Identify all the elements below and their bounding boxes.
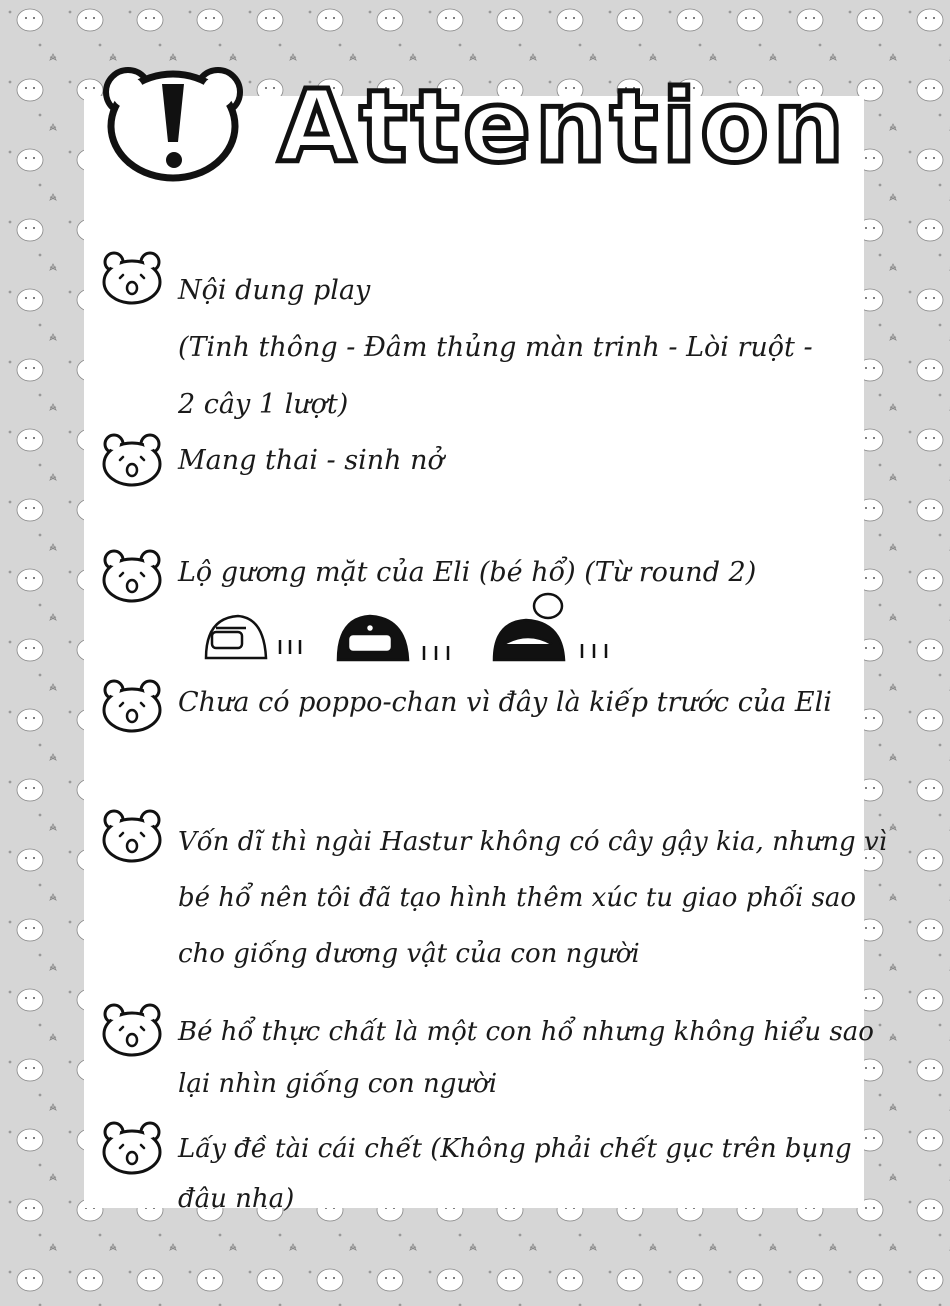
bear-bullet-icon <box>100 676 164 734</box>
character-doodles <box>198 588 638 678</box>
title-block <box>100 44 850 204</box>
item-line: Nội dung play <box>178 275 371 306</box>
doodle-rider-character <box>494 594 564 660</box>
page-title: Attention <box>278 68 848 185</box>
item-line: Vốn dĩ thì ngài Hastur không có cây gậy kia, nhưng vì <box>178 827 887 857</box>
item-line: cho giống dương vật của con người <box>178 939 640 969</box>
item-line: Mang thai - sinh nở <box>178 445 444 476</box>
item-line: lại nhìn giống con người <box>178 1069 498 1099</box>
doodle-dark-character <box>338 616 408 660</box>
item-line: bé hổ nên tôi đã tạo hình thêm xúc tu giao phối sao <box>178 883 857 913</box>
item-line: Lấy đề tài cái chết (Không phải chết gục trên bụng <box>178 1134 852 1164</box>
item-line: 2 cây 1 lượt) <box>178 389 349 420</box>
bear-bullet-icon <box>100 430 164 488</box>
doodle-bear-character <box>206 616 266 658</box>
bear-bullet-icon <box>100 248 164 306</box>
bear-bullet-icon <box>100 1118 164 1176</box>
item-line: Lộ gương mặt của Eli (bé hổ) (Từ round 2) <box>178 557 757 588</box>
item-line: đâu nha) <box>178 1184 295 1214</box>
item-line: Chưa có poppo-chan vì đây là kiếp trước của Eli <box>178 687 832 718</box>
bear-exclamation-icon <box>100 44 250 184</box>
bear-bullet-icon <box>100 546 164 604</box>
item-line: (Tinh thông - Đâm thủng màn trinh - Lòi ruột - <box>178 332 813 363</box>
item-line: Bé hổ thực chất là một con hổ nhưng không hiểu sao <box>178 1017 874 1047</box>
bear-bullet-icon <box>100 806 164 864</box>
bear-bullet-icon <box>100 1000 164 1058</box>
